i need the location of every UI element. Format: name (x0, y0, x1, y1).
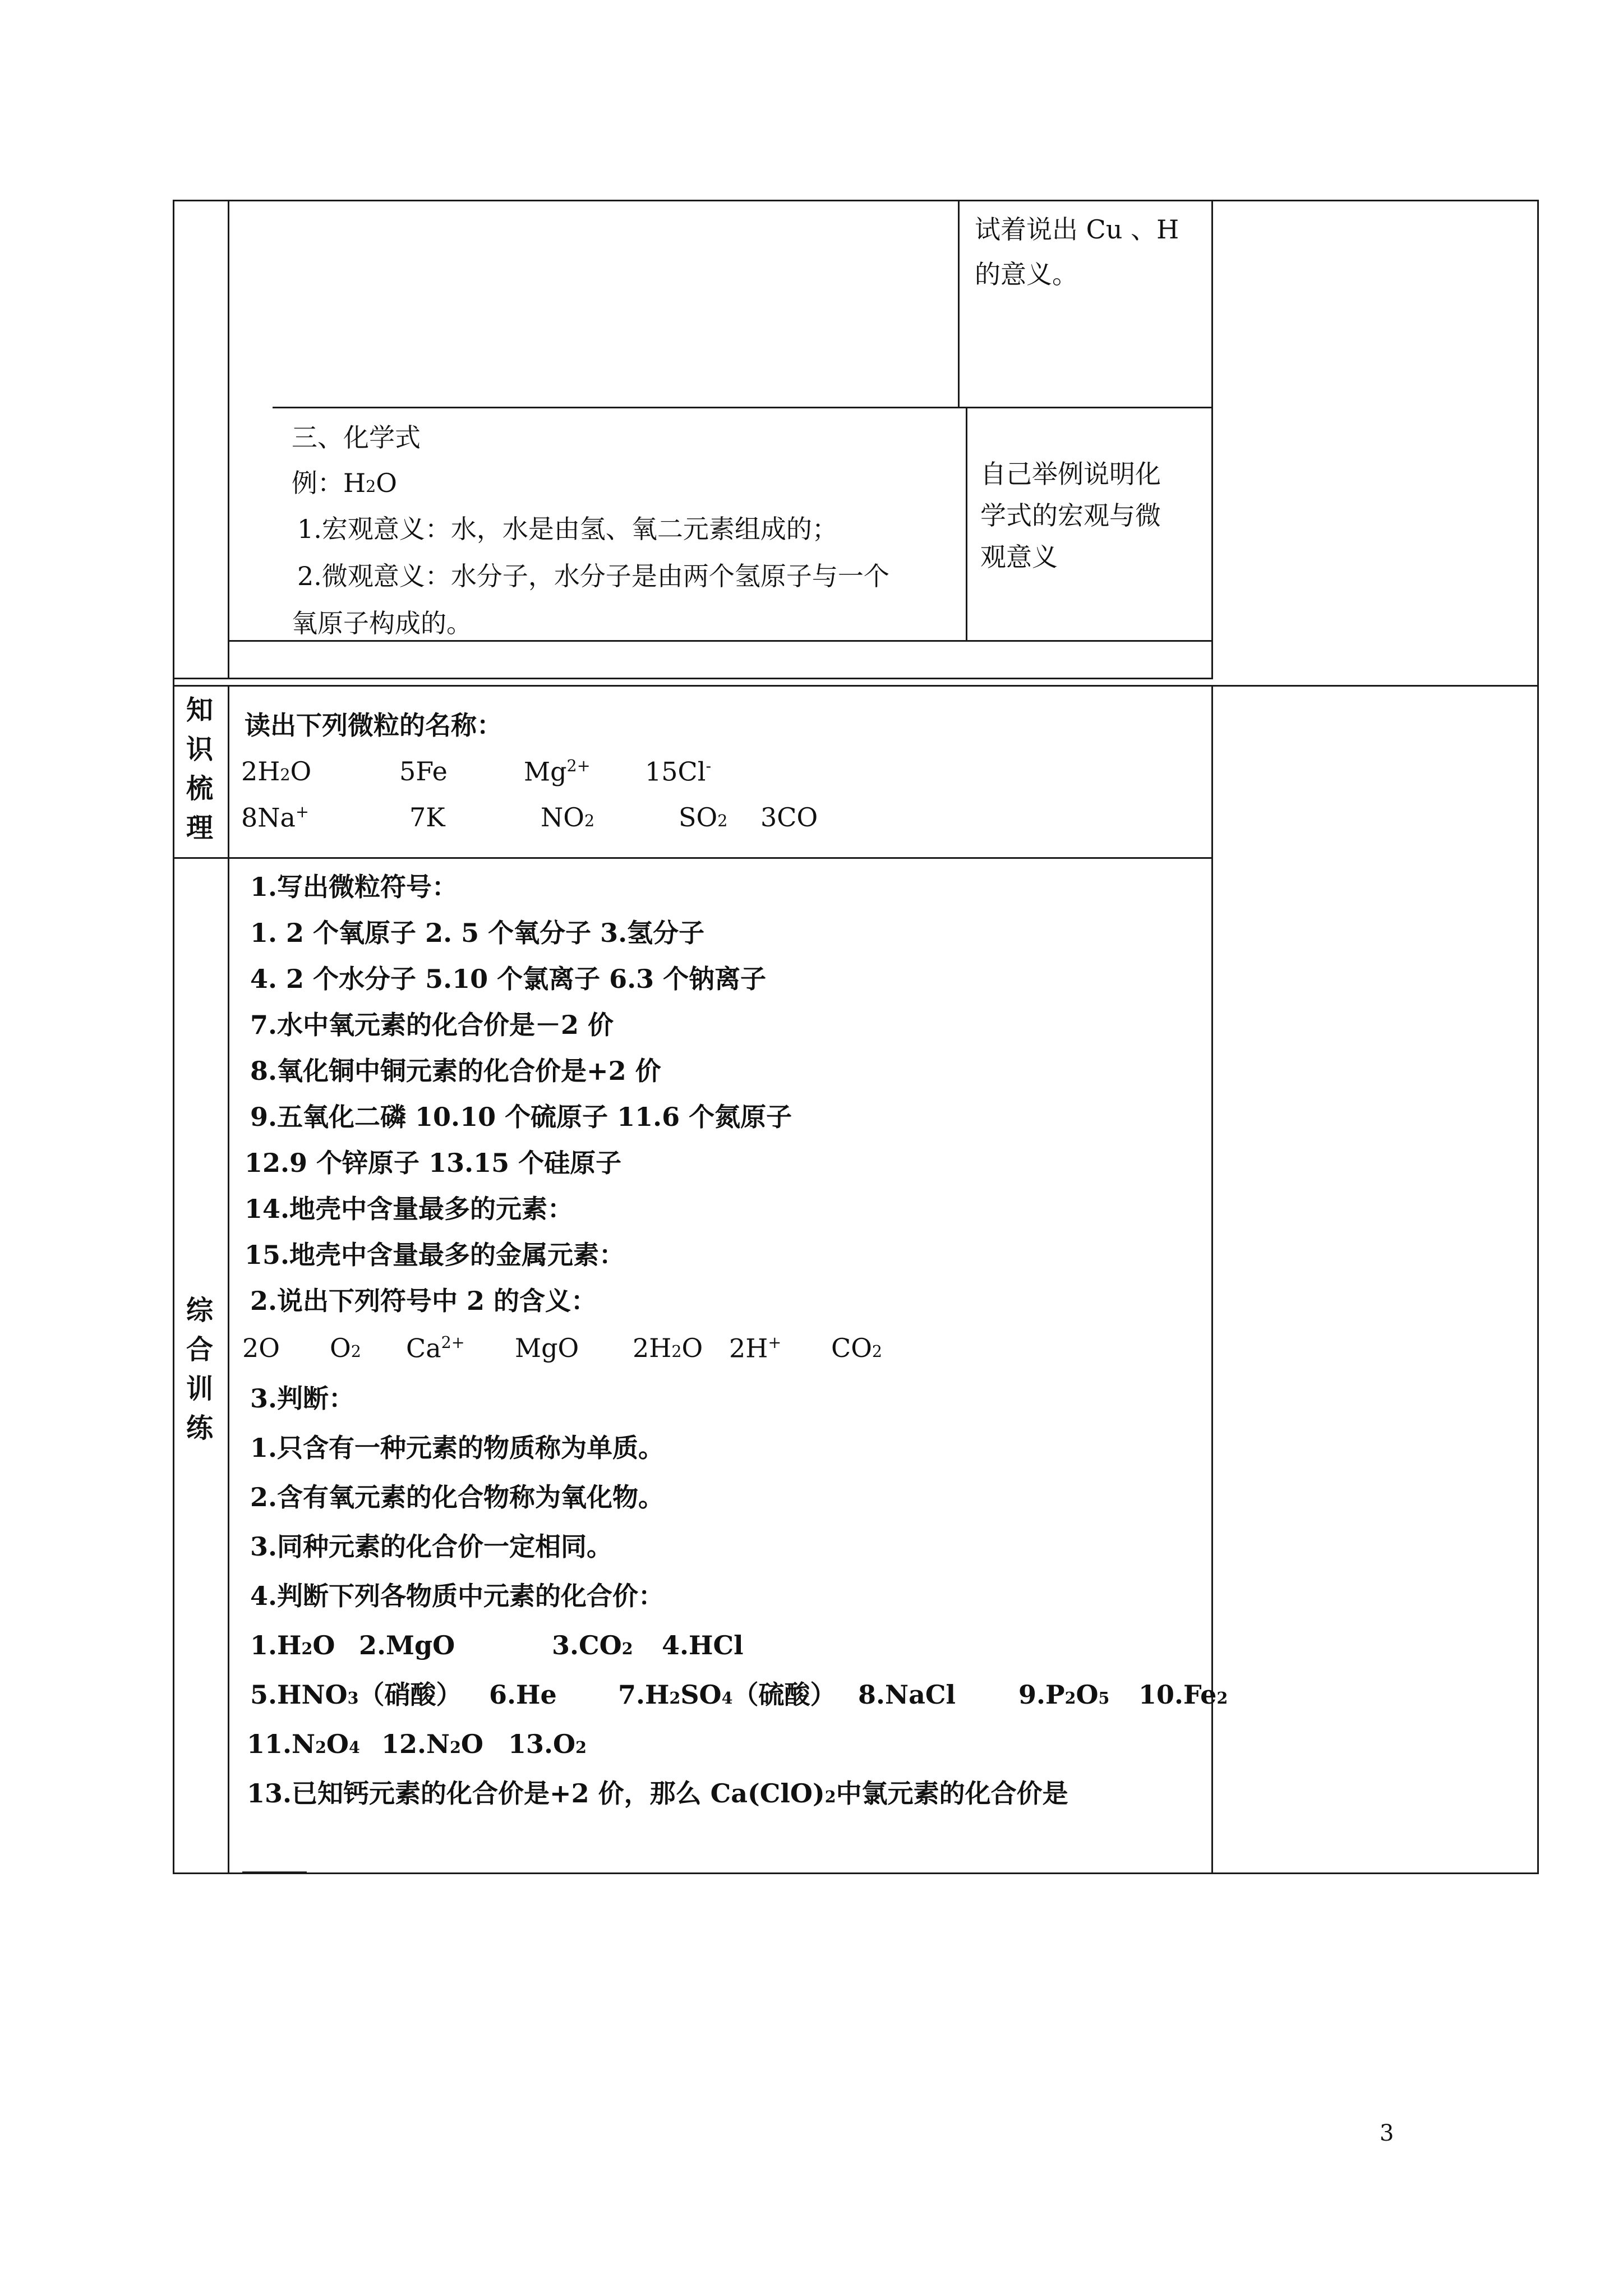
q1-line-6: 12.9 个锌原子 13.15 个硅原子 (245, 1148, 622, 1178)
q4-item-9: 9.P2O5 (1018, 1680, 1110, 1710)
formula-side-note-3: 观意义 (980, 542, 1058, 572)
formula-micro-meaning-1: 2.微观意义：水分子，水分子是由两个氢原子与一个 (297, 561, 889, 591)
formula-heading: 三、化学式 (292, 422, 421, 453)
rule-col3 (1211, 200, 1213, 678)
symbol-2h2o: 2H2O (633, 1333, 703, 1363)
q4-item-12: 12.N2O (381, 1729, 483, 1759)
knowledge-label-char: 梳 (186, 773, 213, 804)
particle-7k: 7K (409, 802, 445, 832)
q4-title: 4.判断下列各物质中元素的化合价： (250, 1581, 665, 1611)
particle-so2: SO2 (679, 802, 728, 832)
rule-top (173, 200, 1539, 201)
rule-knowledge-top (173, 685, 1539, 687)
rule-knowledge-bottom (173, 857, 1213, 859)
q4-item-13: 13.O2 (508, 1729, 587, 1759)
rule-col1-lower (228, 685, 229, 1874)
q1-line-8: 15.地壳中含量最多的金属元素： (245, 1240, 625, 1270)
answer-blank: _____ (242, 1842, 307, 1872)
q3-title: 3.判断： (250, 1383, 355, 1414)
symbol-2o: 2O (242, 1333, 280, 1363)
particle-mg-ion: $Mg^{2+}$ (524, 756, 591, 787)
rule-left (173, 200, 174, 1874)
q4-item-3: 3.CO2 (552, 1630, 633, 1660)
particle-8na-ion: 8Na+ (241, 802, 309, 833)
hint-line-1: 试着说出 Cu 、H (975, 214, 1179, 245)
rule-col1 (228, 200, 229, 678)
q4-item-4: 4.HCl (662, 1630, 744, 1660)
q4-item-5: 5.HNO3（硝酸） (250, 1680, 462, 1710)
symbol-mgo: MgO (515, 1333, 579, 1363)
q1-line-7: 14.地壳中含量最多的元素： (245, 1194, 574, 1224)
q4-item-11: 11.N2O4 (247, 1729, 360, 1759)
particle-no2: NO2 (541, 802, 595, 832)
rule-hint-left (958, 200, 960, 408)
rule-formula-bottom (228, 640, 1213, 642)
practice-label-char: 合 (186, 1334, 213, 1365)
rule-bottom (173, 1872, 1539, 1874)
q5-question: 13.已知钙元素的化合价是+2 价，那么 Ca(ClO)2中氯元素的化合价是 (247, 1778, 1068, 1809)
q4-item-1: 1.H2O (250, 1630, 335, 1660)
rule-right (1537, 200, 1539, 1874)
q4-item-6: 6.He (489, 1680, 557, 1710)
rule-formula-side-left (966, 407, 967, 642)
practice-label-char: 综 (186, 1295, 213, 1326)
formula-micro-meaning-2: 氧原子构成的。 (292, 608, 472, 638)
q3-statement-1: 1.只含有一种元素的物质称为单质。 (250, 1433, 665, 1463)
q1-line-4: 8.氧化铜中铜元素的化合价是+2 价 (250, 1056, 661, 1086)
q1-line-2: 4. 2 个水分子 5.10 个氯离子 6.3 个钠离子 (250, 964, 767, 994)
symbol-2h-ion: 2H+ (729, 1333, 782, 1364)
q1-line-1: 1. 2 个氧原子 2. 5 个氧分子 3.氢分子 (250, 918, 705, 948)
q4-item-10: 10.Fe2 (1138, 1680, 1228, 1710)
q4-item-7: 7.H2SO4（硫酸） (618, 1680, 836, 1710)
symbol-ca-ion: $Ca^{2+}$ (406, 1333, 465, 1364)
particle-15cl-ion: 15Cl- (645, 756, 712, 787)
symbol-o2: O2 (330, 1333, 361, 1363)
particle-5fe: 5Fe (399, 756, 448, 786)
q4-item-2: 2.MgO (359, 1630, 455, 1660)
q3-statement-3: 3.同种元素的化合价一定相同。 (250, 1531, 613, 1562)
practice-label-char: 练 (186, 1412, 213, 1444)
q1-line-5: 9.五氧化二磷 10.10 个硫原子 11.6 个氮原子 (250, 1102, 792, 1132)
rule-top-table-bottom (173, 678, 1213, 679)
q1-line-3: 7.水中氧元素的化合价是－2 价 (250, 1010, 614, 1040)
practice-label-char: 训 (186, 1373, 213, 1405)
rule-formula-top (273, 407, 1213, 408)
q2-title: 2.说出下列符号中 2 的含义： (250, 1286, 597, 1316)
q3-statement-2: 2.含有氧元素的化合物称为氧化物。 (250, 1482, 665, 1512)
symbol-co2: CO2 (831, 1333, 883, 1363)
q1-title: 1.写出微粒符号： (250, 872, 458, 902)
knowledge-label-char: 理 (186, 812, 213, 844)
page-number: 3 (1380, 2120, 1394, 2146)
knowledge-label-char: 识 (186, 734, 213, 765)
formula-side-note-2: 学式的宏观与微 (980, 500, 1161, 531)
hint-line-2: 的意义。 (975, 259, 1078, 289)
knowledge-title: 读出下列微粒的名称： (245, 710, 502, 740)
particle-3co: 3CO (760, 802, 818, 832)
formula-side-note-1: 自己举例说明化 (980, 459, 1161, 489)
formula-example: 例：H2O (292, 468, 397, 498)
particle-2h2o: 2H2O (241, 756, 312, 786)
q4-item-8: 8.NaCl (858, 1680, 956, 1710)
formula-macro-meaning: 1.宏观意义：水，水是由氢、氧二元素组成的； (297, 514, 838, 544)
knowledge-label-char: 知 (186, 694, 213, 726)
